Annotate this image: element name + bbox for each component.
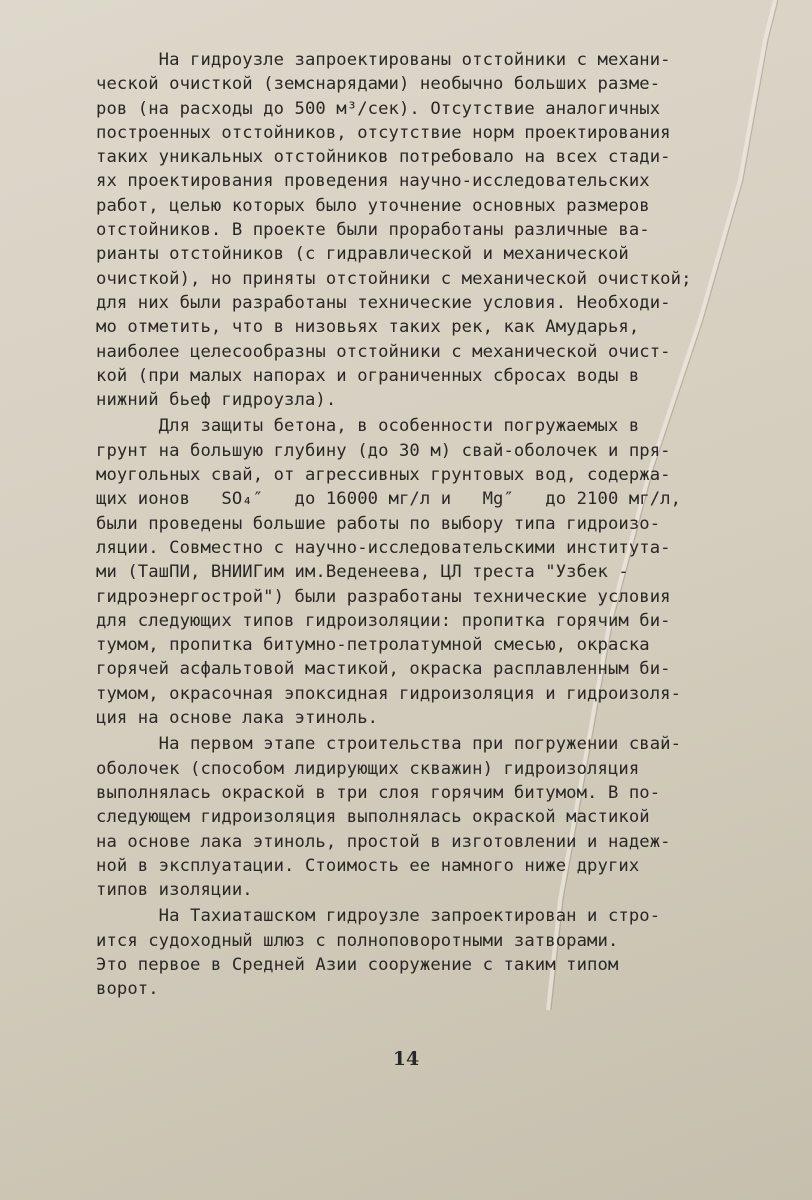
text-line: На гидроузле запроектированы отстойники с механи-	[96, 50, 671, 70]
body-text	[96, 48, 776, 1002]
text-line: грунт на большую глубину (до 30 м) свай-оболочек и пря-	[96, 440, 671, 461]
text-line: ция на основе лака этиноль.	[96, 708, 379, 729]
text-line: моугольных свай, от агрессивных грунтовых вод, содержа-	[96, 465, 671, 486]
text-line: для них были разработаны технические условия. Необходи-	[96, 292, 671, 313]
text-line: тумом, пропитка битумно-петролатумной смесью, окраска	[96, 635, 650, 656]
text-line: ях проектирования проведения научно-исследовательских	[96, 171, 650, 192]
text-line: ров (на расходы до 500 м³/сек). Отсутствие аналогичных	[96, 98, 661, 119]
paragraph	[96, 732, 776, 902]
paragraph	[96, 48, 776, 412]
text-line: работ, целью которых было уточнение основных размеров	[96, 195, 650, 216]
text-line: построенных отстойников, отсутствие норм проектирования	[96, 122, 671, 143]
text-line: Это первое в Средней Азии сооружение с таким типом	[96, 954, 619, 975]
text-line: нижний бьеф гидроузла).	[96, 390, 337, 411]
text-line: ится судоходный шлюз с полноповоротными затворами.	[96, 930, 619, 951]
text-line: таких уникальных отстойников потребовало на всех стади-	[96, 147, 671, 168]
text-line: ляции. Совместно с научно-исследовательскими института-	[96, 537, 671, 558]
text-line: щих ионов SO₄″ до 16000 мг/л и Mg″ до 2100 мг/л,	[96, 489, 682, 510]
text-line: были проведены большие работы по выбору типа гидроизо-	[96, 513, 661, 534]
text-line: гидроэнергострой") были разработаны технические условия	[96, 586, 671, 607]
text-line: рианты отстойников (с гидравлической и механической	[96, 244, 629, 265]
text-line: выполнялась окраской в три слоя горячим битумом. В по-	[96, 782, 661, 803]
text-line: На первом этапе строительства при погружении свай-	[96, 734, 682, 755]
paragraph	[96, 414, 776, 730]
text-line: На Тахиаташском гидроузле запроектирован и стро-	[96, 906, 661, 927]
text-line: на основе лака этиноль, простой в изготовлении и надеж-	[96, 831, 671, 852]
text-line: ческой очисткой (земснарядами) необычно больших разме-	[96, 74, 661, 95]
text-line: ворот.	[96, 979, 159, 1000]
text-line: для следующих типов гидроизоляции: пропитка горячим би-	[96, 610, 671, 631]
text-line: типов изоляции.	[96, 880, 253, 901]
paragraph	[96, 904, 776, 1001]
text-line: ми (ТашПИ, ВНИИГим им.Веденеева, ЦЛ треста "Узбек -	[96, 562, 629, 583]
text-line: Для защиты бетона, в особенности погружаемых в	[96, 416, 640, 437]
page-number: 14	[392, 1048, 420, 1070]
text-line: следующем гидроизоляция выполнялась окраской мастикой	[96, 807, 650, 828]
text-line: мо отметить, что в низовьях таких рек, как Амударья,	[96, 317, 640, 338]
text-line: кой (при малых напорах и ограниченных сбросах воды в	[96, 365, 640, 386]
text-line: наиболее целесообразны отстойники с механической очист-	[96, 341, 671, 362]
text-line: отстойников. В проекте были проработаны различные ва-	[96, 220, 650, 241]
text-line: тумом, окрасочная эпоксидная гидроизоляция и гидроизоля-	[96, 683, 682, 704]
text-line: оболочек (способом лидирующих скважин) гидроизоляция	[96, 758, 640, 779]
text-line: горячей асфальтовой мастикой, окраска расплавленным би-	[96, 659, 671, 680]
text-line: очисткой), но приняты отстойники с механической очисткой;	[96, 268, 692, 289]
text-line: ной в эксплуатации. Стоимость ее намного ниже других	[96, 855, 640, 876]
